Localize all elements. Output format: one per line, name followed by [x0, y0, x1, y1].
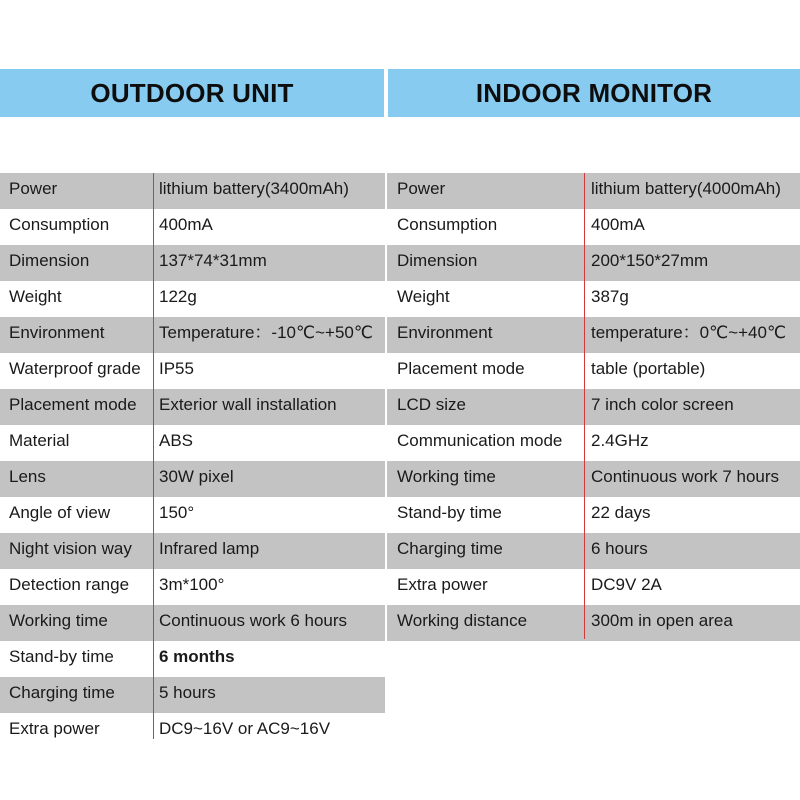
spec-value: 3m*100°: [159, 575, 225, 594]
spec-row: [0, 389, 385, 425]
spec-value: 200*150*27mm: [591, 251, 709, 270]
spec-value: DC9~16V or AC9~16V: [159, 719, 331, 738]
spec-label: Environment: [397, 323, 493, 342]
spec-row: [387, 533, 800, 569]
spec-label: Detection range: [9, 575, 130, 594]
spec-value: lithium battery(4000mAh): [591, 179, 781, 198]
indoor-monitor-header: [388, 69, 800, 117]
spec-value: DC9V 2A: [591, 575, 662, 594]
column-divider: [584, 173, 585, 639]
spec-value: 2.4GHz: [591, 431, 649, 450]
spec-label: Weight: [9, 287, 62, 306]
spec-row: [0, 533, 385, 569]
spec-value: 122g: [159, 287, 197, 306]
spec-row: [0, 245, 385, 281]
spec-value: temperature：0℃~+40℃: [591, 323, 787, 342]
spec-label: Communication mode: [397, 431, 563, 450]
spec-row: [0, 677, 385, 713]
spec-value: Infrared lamp: [159, 539, 260, 558]
spec-label: Material: [9, 431, 70, 450]
spec-row: [0, 641, 385, 677]
spec-value: 400mA: [159, 215, 213, 234]
outdoor-unit-header: [0, 69, 384, 117]
spec-label: Working time: [9, 611, 108, 630]
spec-value: 30W pixel: [159, 467, 234, 486]
spec-row: [387, 353, 800, 389]
spec-row: [387, 461, 800, 497]
spec-label: Stand-by time: [9, 647, 114, 666]
spec-label: Consumption: [9, 215, 110, 234]
column-divider: [153, 173, 154, 739]
spec-row: [0, 317, 385, 353]
spec-label: Charging time: [397, 539, 503, 558]
spec-value: ABS: [159, 431, 194, 450]
spec-row: [387, 209, 800, 245]
spec-row: [0, 281, 385, 317]
spec-row: [387, 281, 800, 317]
spec-row: [0, 353, 385, 389]
spec-label: Stand-by time: [397, 503, 502, 522]
spec-label: Extra power: [397, 575, 488, 594]
spec-label: Extra power: [9, 719, 100, 738]
spec-row: [0, 713, 385, 749]
spec-row: [0, 497, 385, 533]
spec-value: Exterior wall installation: [159, 395, 337, 414]
spec-label: Dimension: [9, 251, 90, 270]
spec-value: 6 months: [159, 647, 235, 666]
spec-row: [0, 173, 385, 209]
spec-value: 387g: [591, 287, 629, 306]
spec-label: Lens: [9, 467, 46, 486]
spec-value: 7 inch color screen: [591, 395, 734, 414]
outdoor-unit-title: OUTDOOR UNIT: [90, 77, 294, 108]
spec-row: [387, 569, 800, 605]
spec-label: Placement mode: [397, 359, 525, 378]
spec-row: [0, 605, 385, 641]
indoor-spec-table: [387, 173, 800, 641]
spec-label: Dimension: [397, 251, 478, 270]
spec-value: 400mA: [591, 215, 645, 234]
spec-label: Working time: [397, 467, 496, 486]
spec-label: Power: [397, 179, 446, 198]
spec-row: [387, 425, 800, 461]
spec-row: [387, 173, 800, 209]
indoor-monitor-title: INDOOR MONITOR: [475, 77, 713, 108]
spec-label: Weight: [397, 287, 450, 306]
spec-value: table (portable): [591, 359, 706, 378]
spec-row: [0, 461, 385, 497]
spec-value: lithium battery(3400mAh): [159, 179, 349, 198]
spec-value: 5 hours: [159, 683, 216, 702]
spec-label: Environment: [9, 323, 105, 342]
spec-label: Charging time: [9, 683, 115, 702]
spec-value: Continuous work 6 hours: [159, 611, 348, 630]
spec-label: Power: [9, 179, 58, 198]
spec-label: Night vision way: [9, 539, 132, 558]
spec-label: Angle of view: [9, 503, 111, 522]
spec-value: 6 hours: [591, 539, 648, 558]
spec-label: Placement mode: [9, 395, 137, 414]
spec-row: [0, 569, 385, 605]
spec-value: 137*74*31mm: [159, 251, 267, 270]
spec-label: Working distance: [397, 611, 528, 630]
spec-row: [387, 317, 800, 353]
spec-label: Waterproof grade: [9, 359, 141, 378]
spec-row: [387, 245, 800, 281]
spec-value: IP55: [159, 359, 194, 378]
spec-value: 22 days: [591, 503, 651, 522]
spec-row: [0, 209, 385, 245]
spec-value: Temperature：-10℃~+50℃: [159, 323, 373, 342]
spec-value: 300m in open area: [591, 611, 733, 630]
spec-label: LCD size: [397, 395, 466, 414]
spec-value: Continuous work 7 hours: [591, 467, 780, 486]
spec-row: [387, 389, 800, 425]
spec-row: [387, 497, 800, 533]
spec-value: 150°: [159, 503, 195, 522]
spec-label: Consumption: [397, 215, 498, 234]
outdoor-spec-table: [0, 173, 385, 749]
spec-row: [0, 425, 385, 461]
spec-row: [387, 605, 800, 641]
